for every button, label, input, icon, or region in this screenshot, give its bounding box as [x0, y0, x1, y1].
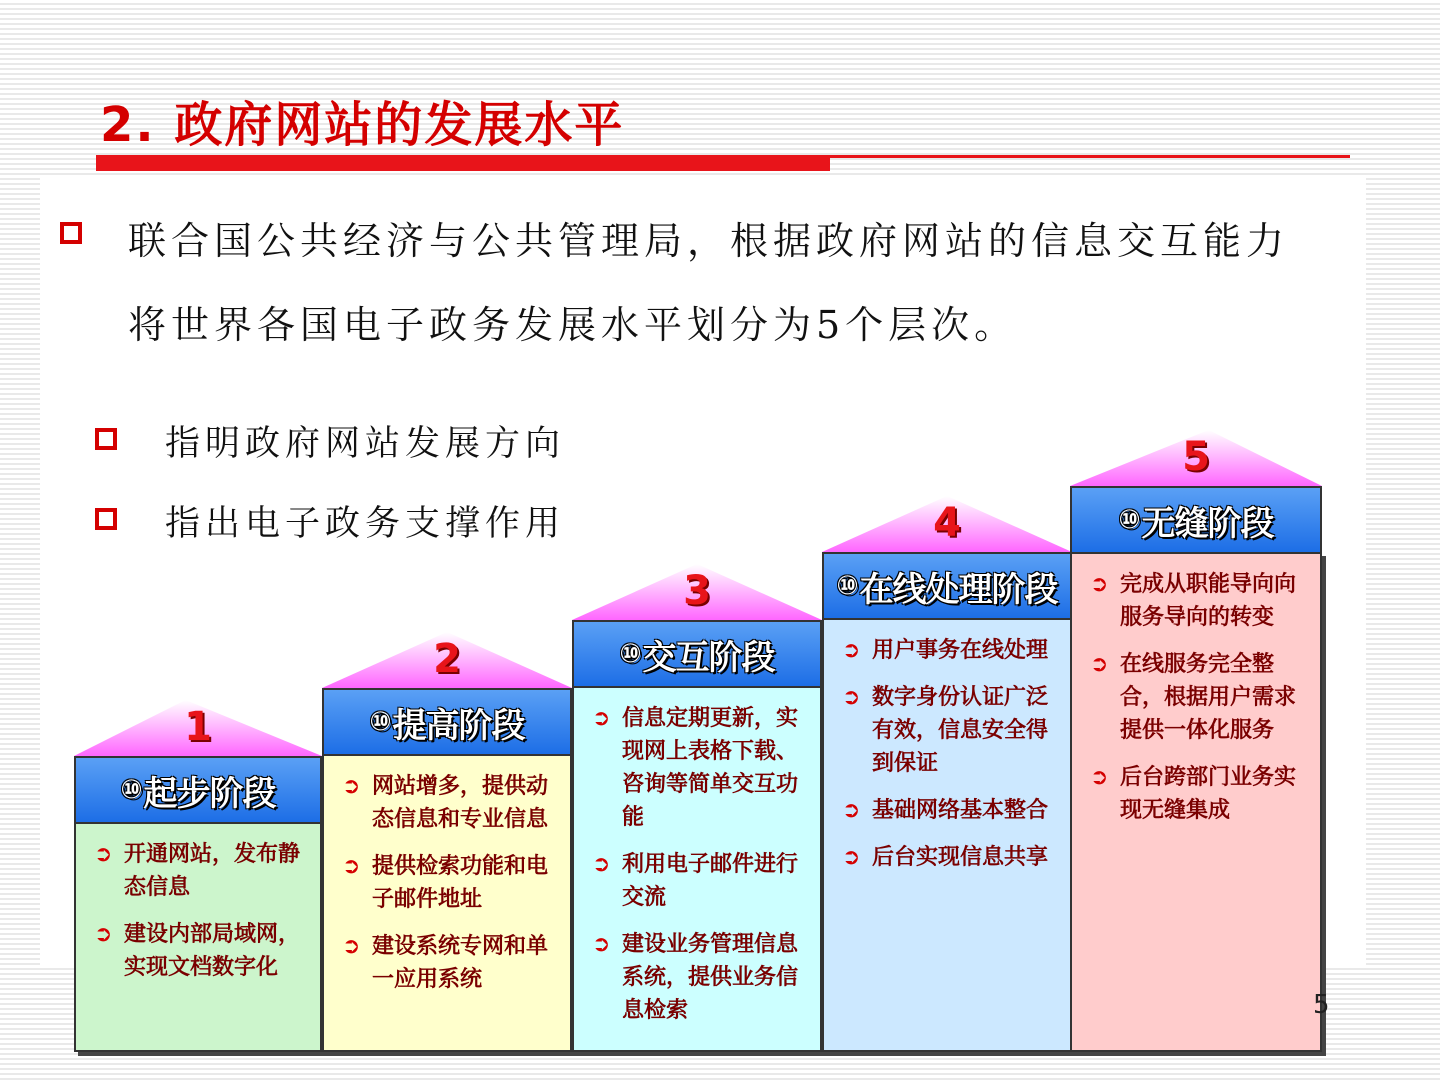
stage-prefix-icon: ⑩ [369, 707, 391, 737]
stage-prefix-icon: ⑩ [836, 571, 858, 601]
stage-number: 5 [1182, 434, 1210, 480]
stage-header [822, 552, 1072, 620]
arrow-icon: ➲ [1090, 652, 1109, 677]
arrow-icon: ➲ [842, 685, 861, 710]
arrow-icon: ➲ [842, 638, 861, 663]
arrow-icon: ➲ [592, 932, 611, 957]
list-item: ➲ 建设系统专网和单一应用系统 [342, 930, 556, 996]
stage-number: 1 [184, 704, 212, 750]
stage-header [74, 756, 322, 824]
stage-2 [322, 632, 572, 1052]
bullet-box-icon [95, 508, 117, 530]
stage-label: 在线处理阶段 [859, 569, 1058, 610]
list-item: ➲ 数字身份认证广泛有效，信息安全得到保证 [842, 681, 1056, 780]
arrow-icon: ➲ [1090, 572, 1109, 597]
stage-4 [822, 496, 1072, 1052]
arrow-icon: ➲ [94, 842, 113, 867]
stage-number: 2 [433, 636, 461, 682]
stage-body [74, 822, 322, 1052]
list-item: ➲ 网站增多，提供动态信息和专业信息 [342, 770, 556, 836]
stage-prefix-icon: ⑩ [619, 639, 641, 669]
list-item: ➲ 开通网站，发布静态信息 [94, 838, 306, 904]
stage-3 [572, 564, 822, 1052]
list-item: ➲ 用户事务在线处理 [842, 634, 1056, 667]
list-item: ➲ 在线服务完全整合，根据用户需求提供一体化服务 [1090, 648, 1306, 747]
stage-body [572, 686, 822, 1052]
sub-bullet-2: 指出电子政务支撑作用 [165, 504, 566, 544]
list-item: ➲ 利用电子邮件进行交流 [592, 848, 806, 914]
arrow-icon: ➲ [592, 706, 611, 731]
arrow-icon: ➲ [342, 774, 361, 799]
list-item: ➲ 信息定期更新，实现网上表格下载、咨询等简单交互功能 [592, 702, 806, 834]
stage-label: 起步阶段 [143, 773, 276, 814]
bullet-box-icon [60, 222, 82, 244]
arrow-icon: ➲ [842, 798, 861, 823]
stage-body [822, 618, 1072, 1052]
page-number: 5 [1313, 990, 1330, 1020]
sub-bullet-1: 指明政府网站发展方向 [165, 424, 566, 464]
stage-1 [74, 700, 322, 1052]
arrow-icon: ➲ [592, 852, 611, 877]
list-item: ➲ 后台跨部门业务实现无缝集成 [1090, 761, 1306, 827]
stage-header [572, 620, 822, 688]
arrow-icon: ➲ [1090, 765, 1109, 790]
stage-prefix-icon: ⑩ [120, 775, 142, 805]
stage-header [322, 688, 572, 756]
stage-label: 无缝阶段 [1141, 503, 1274, 544]
stage-label: 交互阶段 [642, 637, 775, 678]
page-title: 2. 政府网站的发展水平 [100, 97, 625, 153]
arrow-icon: ➲ [842, 845, 861, 870]
stage-prefix-icon: ⑩ [1118, 505, 1140, 535]
arrow-icon: ➲ [342, 854, 361, 879]
list-item: ➲ 提供检索功能和电子邮件地址 [342, 850, 556, 916]
intro-line-1: 联合国公共经济与公共管理局，根据政府网站的信息交互能力 [128, 219, 1290, 263]
stage-header [1070, 486, 1322, 554]
stage-number: 4 [933, 500, 961, 546]
stage-label: 提高阶段 [392, 705, 525, 746]
arrow-icon: ➲ [342, 934, 361, 959]
stage-body [1070, 552, 1322, 1052]
stage-number: 3 [683, 568, 711, 614]
bullet-box-icon [95, 428, 117, 450]
intro-line-2: 将世界各国电子政务发展水平划分为5个层次。 [128, 303, 1018, 347]
list-item: ➲ 建设业务管理信息系统，提供业务信息检索 [592, 928, 806, 1027]
title-rule-thick [96, 155, 830, 171]
arrow-icon: ➲ [94, 922, 113, 947]
stage-5 [1070, 430, 1322, 1052]
list-item: ➲ 完成从职能导向向服务导向的转变 [1090, 568, 1306, 634]
list-item: ➲ 后台实现信息共享 [842, 841, 1056, 874]
list-item: ➲ 建设内部局域网，实现文档数字化 [94, 918, 306, 984]
stage-body [322, 754, 572, 1052]
list-item: ➲ 基础网络基本整合 [842, 794, 1056, 827]
